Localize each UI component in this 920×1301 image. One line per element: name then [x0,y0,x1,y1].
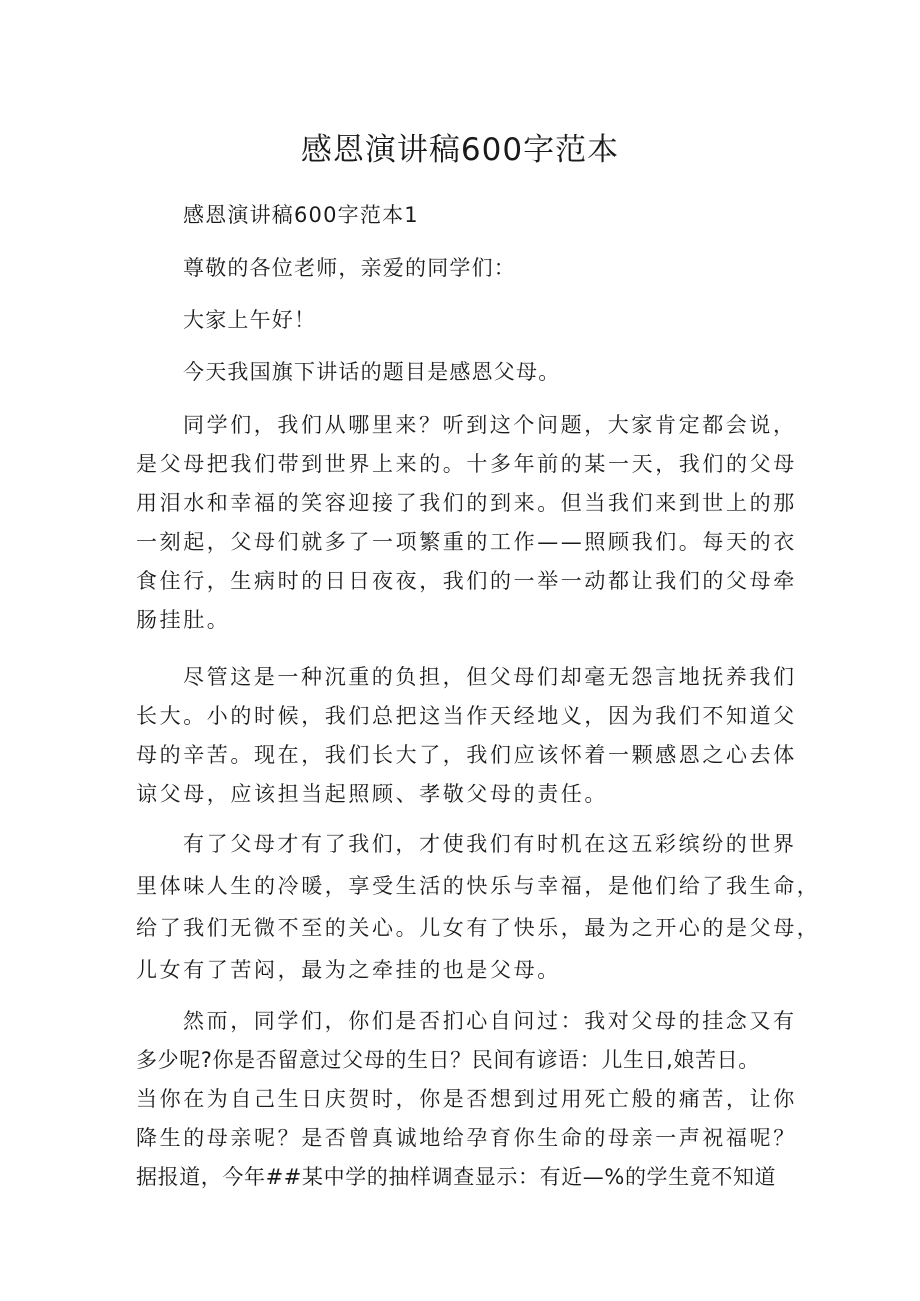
intro-line: 今天我国旗下讲话的题目是感恩父母。 [183,360,561,384]
paragraph-line: 给了我们无微不至的关心。儿女有了快乐，最为之开心的是父母， [136,916,821,940]
paragraph-line: 降生的母亲呢？是否曾真诚地给孕育你生命的母亲一声祝福呢？ [136,1126,797,1150]
paragraph-line: 谅父母，应该担当起照顾、孝敬父母的责任。 [136,782,608,806]
paragraph-line: 用泪水和幸福的笑容迎接了我们的到来。但当我们来到世上的那 [136,491,797,515]
paragraph-line: 儿女有了苦闷，最为之牵挂的也是父母。 [136,958,561,982]
paragraph-line: 母的辛苦。现在，我们长大了，我们应该怀着一颗感恩之心去体 [136,743,797,767]
paragraph-line: 据报道，今年##某中学的抽样调查显示：有近—%的学生竟不知道 [136,1165,777,1189]
document-title: 感恩演讲稿600字范本 [300,132,620,168]
paragraph-line: 肠挂肚。 [136,608,231,632]
paragraph-line: 食住行，生病时的日日夜夜，我们的一举一动都让我们的父母牵 [136,569,797,593]
paragraph-line: 然而，同学们，你们是否扪心自问过：我对父母的挂念又有 [183,1009,797,1033]
paragraph-line: 长大。小的时候，我们总把这当作天经地义，因为我们不知道父 [136,704,797,728]
paragraph-line: 是父母把我们带到世界上来的。十多年前的某一天，我们的父母 [136,452,797,476]
paragraph-line: 里体味人生的冷暖，享受生活的快乐与幸福，是他们给了我生命， [136,874,821,898]
greeting: 尊敬的各位老师，亲爱的同学们： [183,256,516,280]
paragraph-line: 有了父母才有了我们，才使我们有时机在这五彩缤纷的世界 [183,832,797,856]
paragraph-line: 一刻起，父母们就多了一项繁重的工作——照顾我们。每天的衣 [136,530,797,554]
paragraph-line: 多少呢?你是否留意过父母的生日？民间有谚语：儿生日,娘苦日。 [136,1048,760,1072]
salutation: 大家上午好！ [183,308,317,332]
paragraph-line: 尽管这是一种沉重的负担，但父母们却毫无怨言地抚养我们 [183,665,797,689]
paragraph-line: 同学们，我们从哪里来？听到这个问题，大家肯定都会说， [183,413,797,437]
subtitle: 感恩演讲稿600字范本1 [183,203,419,227]
paragraph-line: 当你在为自己生日庆贺时，你是否想到过用死亡般的痛苦，让你 [136,1087,797,1111]
